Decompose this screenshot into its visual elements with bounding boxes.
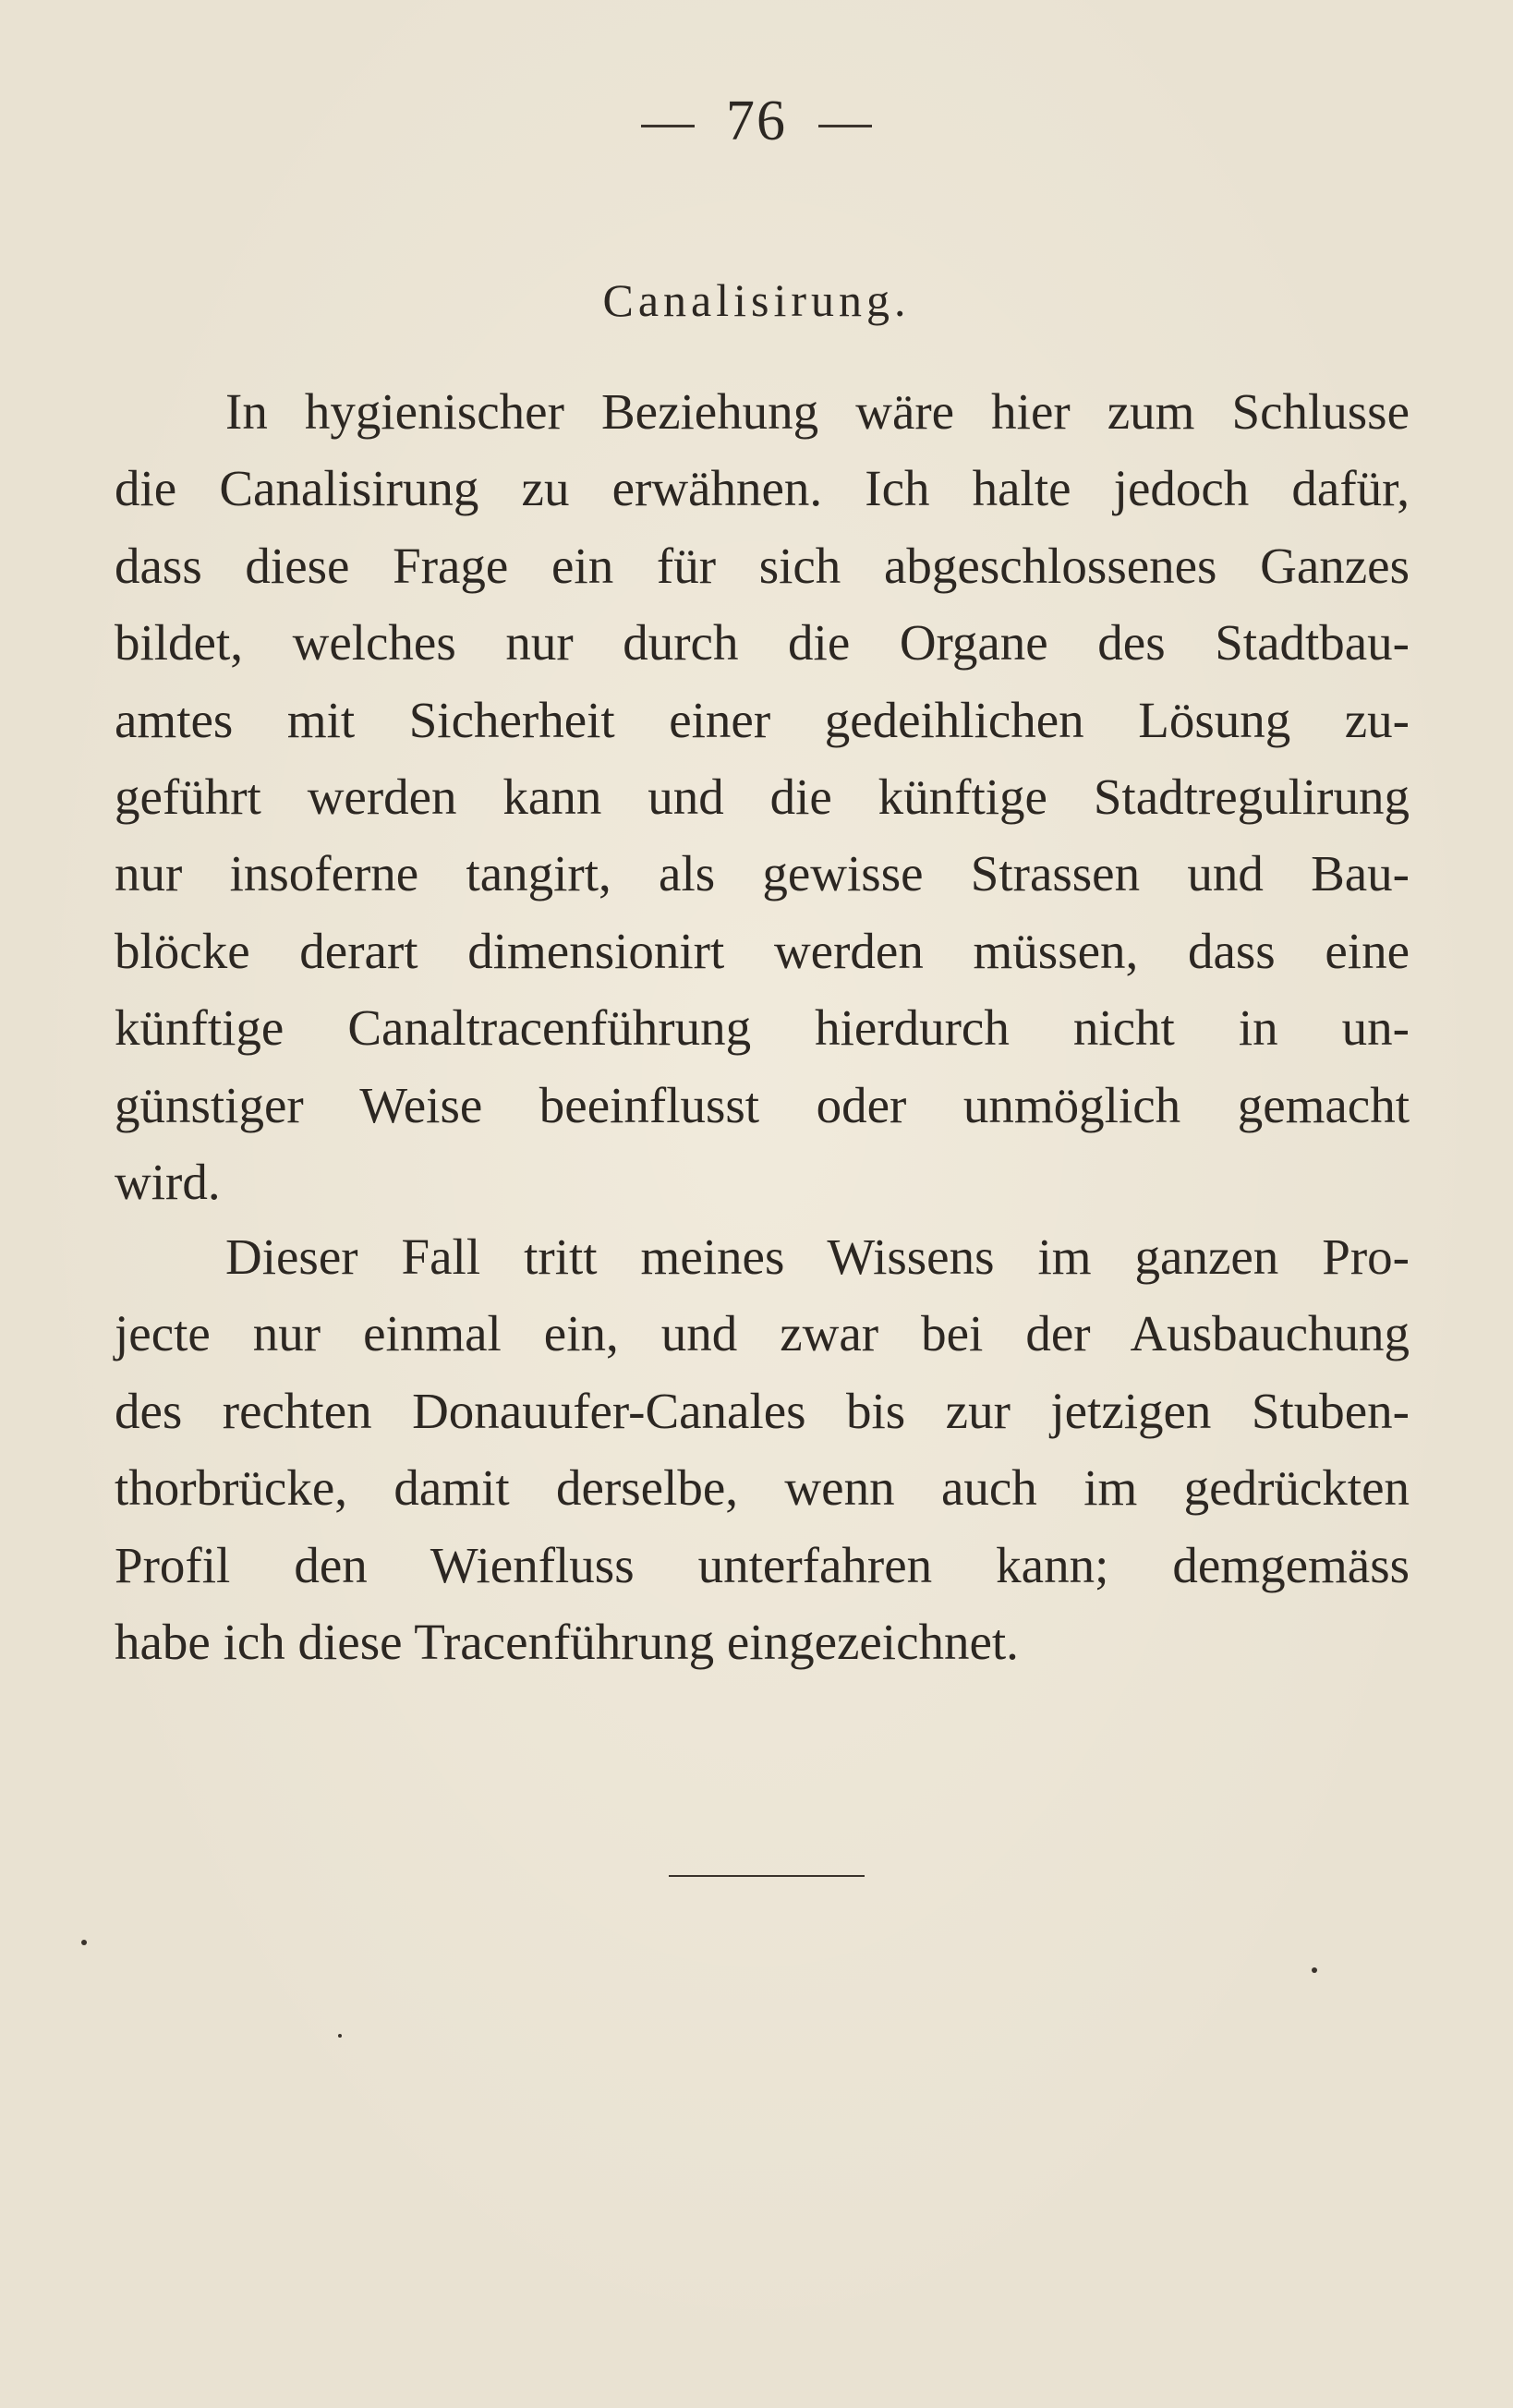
text-line: jecte nur einmal ein, und zwar bei der Ausbauchung xyxy=(115,1305,1410,1362)
page-number: 76 xyxy=(726,90,787,152)
text-line: günstiger Weise beeinflusst oder unmöglich gemacht xyxy=(115,1076,1410,1133)
paragraph-2 xyxy=(115,1218,1410,1680)
header-dash-left xyxy=(641,125,695,127)
text-line: nur insoferne tangirt, als gewisse Strassen und Bau- xyxy=(115,845,1410,902)
text-line: Dieser Fall tritt meines Wissens im ganzen Pro- xyxy=(225,1228,1410,1285)
text-line: bildet, welches nur durch die Organe des Stadtbau- xyxy=(115,614,1410,672)
text-line: geführt werden kann und die künftige Stadtregulirung xyxy=(115,768,1410,826)
text-line: amtes mit Sicherheit einer gedeihlichen Lösung zu- xyxy=(115,691,1410,748)
header-dash-right xyxy=(818,125,872,127)
text-line: des rechten Donauufer-Canales bis zur jetzigen Stuben- xyxy=(115,1382,1410,1439)
section-title: Canalisirung. xyxy=(602,274,911,326)
paper-speck xyxy=(81,1940,87,1945)
text-line: habe ich diese Tracenführung eingezeichnet. xyxy=(115,1614,1019,1671)
text-line: thorbrücke, damit derselbe, wenn auch im gedrückten xyxy=(115,1459,1410,1517)
text-line: wird. xyxy=(115,1154,221,1211)
paragraph-1 xyxy=(115,373,1410,1220)
text-line: blöcke derart dimensionirt werden müssen, dass eine xyxy=(115,922,1410,979)
page-header xyxy=(0,81,1513,161)
text-line: die Canalisirung zu erwähnen. Ich halte jedoch dafür, xyxy=(115,460,1410,517)
text-line: dass diese Frage ein für sich abgeschlossenes Ganzes xyxy=(115,537,1410,594)
text-line: Profil den Wienfluss unterfahren kann; demgemäss xyxy=(115,1536,1410,1593)
paper-speck xyxy=(338,2034,342,2038)
section-end-rule xyxy=(669,1875,865,1877)
text-line: künftige Canaltracenführung hierdurch nicht in un- xyxy=(115,999,1410,1057)
text-line: In hygienischer Beziehung wäre hier zum Schlusse xyxy=(225,383,1410,440)
paper-speck xyxy=(1312,1967,1317,1973)
